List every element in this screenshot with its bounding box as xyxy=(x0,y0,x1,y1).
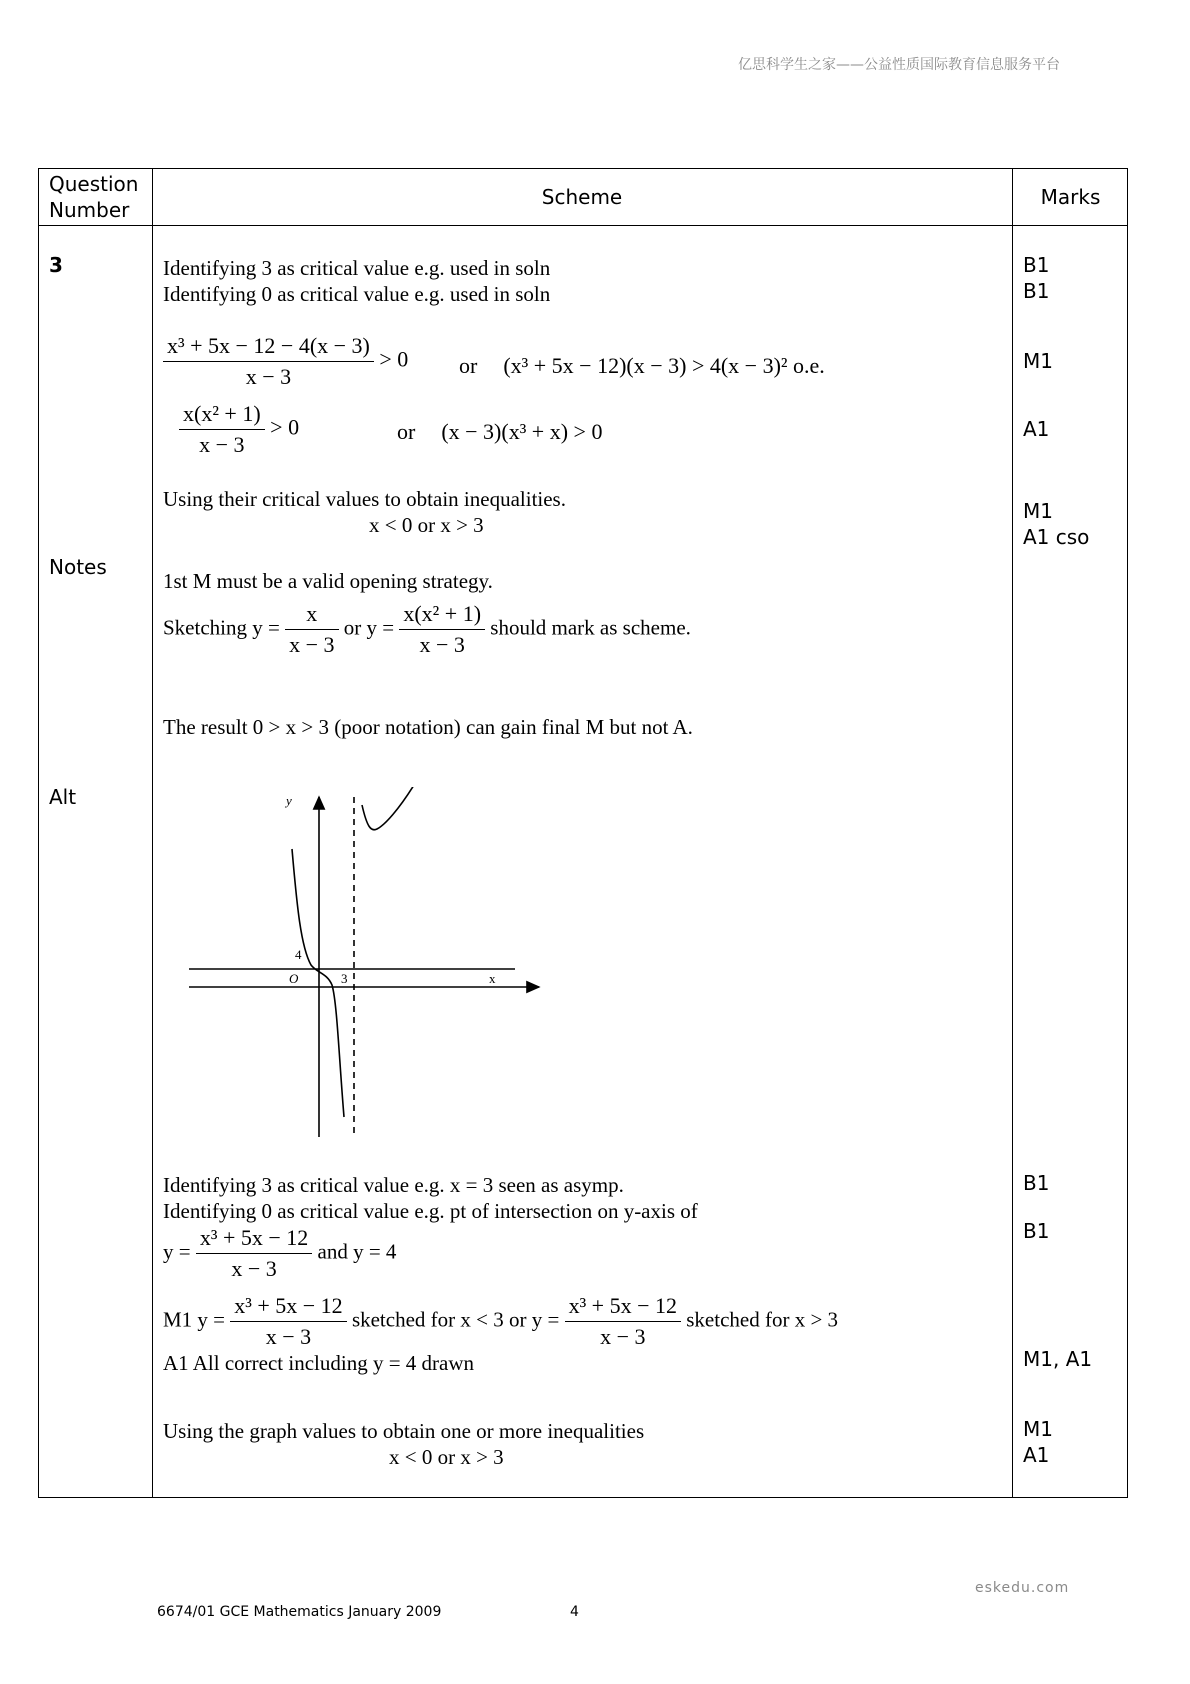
text: sketched for x < 3 or y = xyxy=(351,1307,560,1332)
denominator: x − 3 xyxy=(265,1324,312,1349)
mark: B1 xyxy=(1023,279,1050,303)
text: sketched for x > 3 xyxy=(686,1307,839,1332)
header-scheme: Scheme xyxy=(541,185,623,209)
watermark: 亿思科学生之家——公益性质国际教育信息服务平台 xyxy=(738,57,1060,73)
mark: A1 xyxy=(1023,417,1050,441)
alt-form: (x³ + 5x − 12)(x − 3) > 4(x − 3)² o.e. xyxy=(503,353,825,378)
numerator: x³ + 5x − 12 − 4(x − 3) xyxy=(163,331,374,362)
or-text: or xyxy=(397,419,416,444)
inequality-1 xyxy=(163,331,408,392)
mark: A1 cso xyxy=(1023,525,1090,549)
origin-label: O xyxy=(289,971,299,986)
site-watermark: eskedu.com xyxy=(975,1580,1070,1596)
mark: M1 xyxy=(1023,1417,1053,1441)
mark: B1 xyxy=(1023,253,1050,277)
footer-paper-code: 6674/01 GCE Mathematics January 2009 xyxy=(157,1604,442,1620)
or-text: or xyxy=(459,353,478,378)
numerator: x³ + 5x − 12 xyxy=(230,1291,346,1322)
text: should mark as scheme. xyxy=(490,615,691,640)
gt-zero: > 0 xyxy=(379,346,409,372)
question-number: 3 xyxy=(49,253,63,277)
denominator: x − 3 xyxy=(419,632,465,657)
a1-criteria: A1 All correct including y = 4 drawn xyxy=(163,1351,475,1375)
text: Sketching y = xyxy=(163,615,280,640)
sketch-note xyxy=(163,599,691,660)
text: y = xyxy=(163,1239,191,1264)
numerator: x³ + 5x − 12 xyxy=(565,1291,681,1322)
scheme-line: Identifying 0 as critical value e.g. pt of intersection on y-axis of xyxy=(163,1199,698,1223)
mark: M1 xyxy=(1023,499,1053,523)
x-axis-label: x xyxy=(489,971,496,986)
column-divider xyxy=(1012,169,1013,1497)
alt-label: Alt xyxy=(49,785,77,809)
mark-scheme-table xyxy=(38,168,1128,1498)
text: or y = xyxy=(343,615,395,640)
text: M1 y = xyxy=(163,1307,226,1332)
mark: M1, A1 xyxy=(1023,1347,1093,1371)
mark: M1 xyxy=(1023,349,1053,373)
result: x < 0 or x > 3 xyxy=(389,1445,504,1469)
scheme-line: Using the graph values to obtain one or more inequalities xyxy=(163,1419,645,1443)
denominator: x − 3 xyxy=(245,364,292,389)
numerator: x(x² + 1) xyxy=(399,599,485,630)
header-divider xyxy=(39,225,1127,226)
result: x < 0 or x > 3 xyxy=(369,513,484,537)
column-divider xyxy=(152,169,153,1497)
y-axis-label: y xyxy=(286,793,292,808)
header-question-number: Question Number xyxy=(49,172,139,222)
numerator: x(x² + 1) xyxy=(179,399,265,430)
note: The result 0 > x > 3 (poor notation) can gain final M but not A. xyxy=(163,715,693,739)
sketch-graph xyxy=(189,787,589,1137)
mark: A1 xyxy=(1023,1443,1050,1467)
note: 1st M must be a valid opening strategy. xyxy=(163,569,493,593)
scheme-line: Using their critical values to obtain inequalities. xyxy=(163,487,566,511)
m1-criteria xyxy=(163,1291,838,1352)
denominator: x − 3 xyxy=(231,1256,277,1281)
alt-form: (x − 3)(x³ + x) > 0 xyxy=(441,419,603,444)
header-marks: Marks xyxy=(1040,185,1101,209)
gt-zero: > 0 xyxy=(270,414,300,440)
curve-right-branch xyxy=(362,787,414,830)
scheme-line: Identifying 0 as critical value e.g. used in soln xyxy=(163,282,551,306)
inequality-1-or xyxy=(459,353,825,379)
x-tick-label: 3 xyxy=(341,971,348,986)
footer-page-number: 4 xyxy=(570,1604,579,1620)
denominator: x − 3 xyxy=(199,432,245,457)
scheme-line: Identifying 3 as critical value e.g. x = 3 seen as asymp. xyxy=(163,1173,624,1197)
inequality-2 xyxy=(179,399,299,460)
mark: B1 xyxy=(1023,1171,1050,1195)
notes-label: Notes xyxy=(49,555,107,579)
y-tick-label: 4 xyxy=(295,947,302,962)
text: and y = 4 xyxy=(317,1239,397,1264)
inequality-2-or xyxy=(397,419,602,445)
curve-left-branch xyxy=(292,849,344,1117)
alt-curve-equation xyxy=(163,1223,396,1284)
scheme-line: Identifying 3 as critical value e.g. used in soln xyxy=(163,256,551,280)
mark: B1 xyxy=(1023,1219,1050,1243)
numerator: x xyxy=(285,599,338,630)
numerator: x³ + 5x − 12 xyxy=(196,1223,312,1254)
denominator: x − 3 xyxy=(600,1324,646,1349)
denominator: x − 3 xyxy=(289,632,335,657)
